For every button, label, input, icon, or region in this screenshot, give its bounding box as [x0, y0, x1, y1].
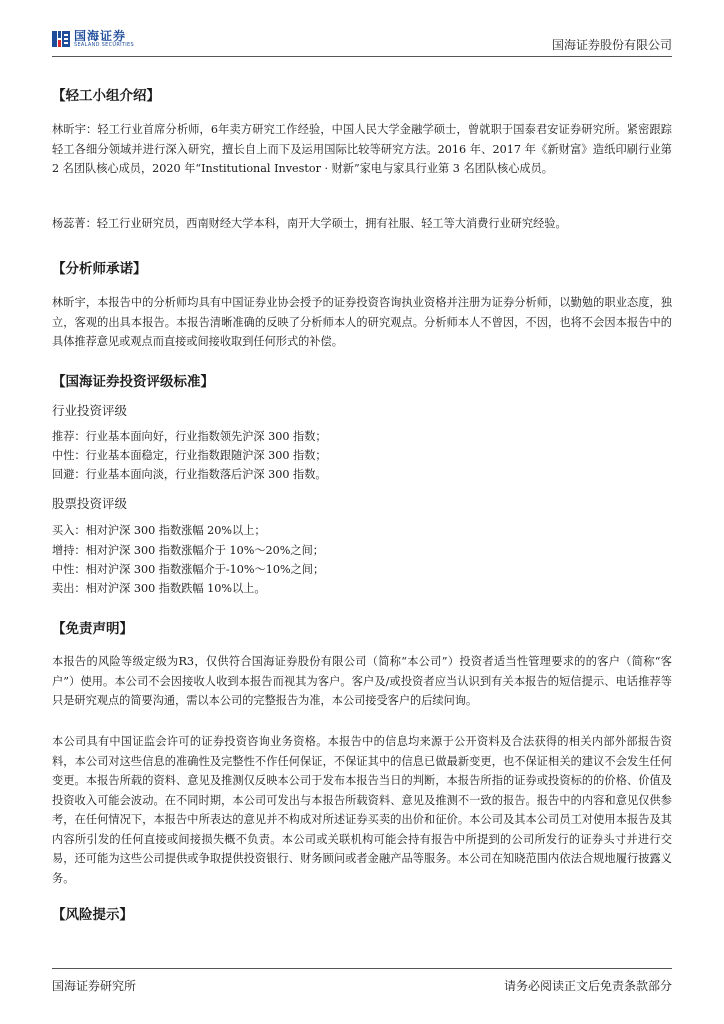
analyst-commitment-title: 【分析师承诺】 [52, 261, 147, 277]
team-section-title: 【轻工小组介绍】 [52, 88, 160, 104]
stock-rating-line: 中性：相对沪深 300 指数涨幅介于-10%～10%之间； [52, 563, 325, 576]
disclaimer-paragraph-2: 本公司具有中国证监会许可的证券投资咨询业务资格。本报告中的信息均来源于公开资料及合法获得的相关内部外部报告资料，本公司对这些信息的准确性及完整性不作任何保证，不保证其中的信息已做最新变更，也不保证相关的建议不会发生任何变更。本报告所载的资料、意见及推测仅反映本公司于发布本报告当日的判断，本报告所指的证券或投资标的的价格、价值及投资收入可能会波动。在不同时期，本公司可发出与本报告所载资料、意见及推测不一致的报告。报告中的内容和意见仅供参考，在任何情况下，本报告中所表达的意见并不构成对所述证券买卖的出价和征价。本公司及其本公司员工对使用本报告及其内容所引发的任何直接或间接损失概不负责。本公司或关联机构可能会持有报告中所提到的公司所发行的证券头寸并进行交易，还可能为这些公司提供或争取提供投资银行、财务顾问或者金融产品等服务。本公司在知晓范围内依法合规地履行披露义务。 [52, 735, 672, 885]
logo-chinese-text: 国海证券 [74, 29, 127, 43]
stock-rating-line: 买入：相对沪深 300 指数涨幅 20%以上； [52, 524, 266, 537]
sealand-logo-icon [52, 30, 70, 48]
risk-warning-title: 【风险提示】 [52, 907, 133, 923]
footer-disclaimer-note: 请务必阅读正文后免责条款部分 [503, 979, 672, 993]
industry-rating-line: 中性：行业基本面稳定，行业指数跟随沪深 300 指数； [52, 449, 327, 462]
disclaimer-title: 【免责声明】 [52, 621, 133, 637]
team-intro-paragraph-1: 林昕宇：轻工行业首席分析师，6年卖方研究工作经验，中国人民大学金融学硕士，曾就职于国泰君安证券研究所。紧密跟踪轻工各细分领域并进行深入研究，擅长自上而下及运用国际比较等研究方法。2016 年、2017 年《新财富》造纸印刷行业第 2 名团队核心成员，2020 年“Institutional Investor · 财新”家电与家具行业第 3 名团队核心成员。 [52, 123, 672, 175]
company-name: 国海证券股份有限公司 [551, 38, 672, 52]
rating-standard-title: 【国海证券投资评级标准】 [52, 374, 214, 390]
footer-institute: 国海证券研究所 [52, 979, 137, 993]
industry-rating-subtitle: 行业投资评级 [52, 403, 128, 418]
disclaimer-paragraph-1: 本报告的风险等级定级为R3，仅供符合国海证券股份有限公司（简称“本公司”）投资者适当性管理要求的的客户（简称“客户”）使用。本公司不会因接收人收到本报告而视其为客户。客户及/或投资者应当认识到有关本报告的短信提示、电话推荐等只是研究观点的简要沟通，需以本公司的完整报告为准，本公司接受客户的后续问询。 [52, 655, 672, 707]
page-footer [52, 968, 672, 999]
stock-rating-line: 卖出：相对沪深 300 指数跌幅 10%以上。 [52, 582, 266, 595]
industry-rating-line: 回避：行业基本面向淡，行业指数落后沪深 300 指数。 [52, 468, 327, 481]
team-intro-paragraph-2: 杨蕊菁：轻工行业研究员，西南财经大学本科，南开大学硕士，拥有社服、轻工等大消费行业研究经验。 [52, 217, 567, 230]
stock-rating-subtitle: 股票投资评级 [52, 496, 128, 511]
page-header [52, 28, 672, 57]
analyst-commitment-paragraph: 林昕宇，本报告中的分析师均具有中国证券业协会授予的证券投资咨询执业资格并注册为证券分析师，以勤勉的职业态度，独立，客观的出具本报告。本报告清晰准确的反映了分析师本人的研究观点。分析师本人不曾因，不因，也将不会因本报告中的具体推荐意见或观点而直接或间接收取到任何形式的补偿。 [52, 296, 672, 348]
logo-english-text: SEALAND SECURITIES [74, 42, 134, 48]
company-logo [52, 30, 134, 48]
industry-rating-line: 推荐：行业基本面向好，行业指数领先沪深 300 指数； [52, 430, 327, 443]
stock-rating-line: 增持：相对沪深 300 指数涨幅介于 10%～20%之间； [52, 544, 324, 557]
